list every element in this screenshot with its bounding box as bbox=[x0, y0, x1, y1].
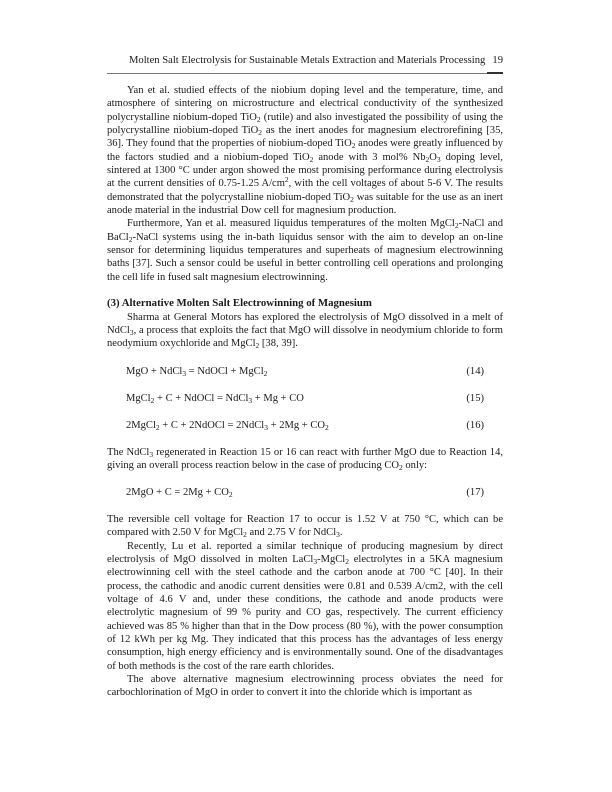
equation-expression: MgO + NdCl$_3$ = NdOCl + MgCl$_2$ bbox=[126, 365, 268, 378]
paragraph-yan-liquidus: Furthermore, Yan et al. measured liquidus temperatures of the molten MgCl$_2$-NaCl and BaCl$_2$-NaCl systems using the in-bath liquidus sensor with the aim to develop an on-line sensor for determining liquidus temperatures and superheats of magnesium electrowinning baths [37]. Such a sensor could be useful in better controlling cell operations and prolonging the cell life in fused salt magnesium electrowinning. bbox=[107, 218, 504, 283]
section-heading: (3) Alternative Molten Salt Electrowinning of Magnesium bbox=[107, 297, 372, 310]
paragraph-sharma: Sharma at General Motors has explored the electrolysis of MgO dissolved in a melt of NdCl$_3$, a process that exploits the fact that MgO will dissolve in neodymium chloride to form neodymium oxychloride and MgCl$_2$ [38, 39]. bbox=[107, 311, 503, 351]
equation-expression: MgCl$_2$ + C + NdOCl = NdCl$_3$ + Mg + CO bbox=[126, 392, 304, 405]
equation-number: (14) bbox=[466, 365, 484, 377]
paragraph-lu: Recently, Lu et al. reported a similar technique of producing magnesium by direct electrolysis of MgO dissolved in molten LaCl$_3$-MgCl$_2$ electrolytes in a 5KA magnesium electrowinning cell with the steel cathode and the carbon anode at 700 °C [40]. In their process, the cathodic and anodic current densities were 0.81 and 0.539 A/cm2, with the cell voltage of 4.6 V and, under these conditions, the cathode and anode products were electrolytic magnesium of 99 % purity and CO gas, respectively. The current efficiency achieved was 85 % higher than that in the Dow process (80 %), with the power consumption of 12 kWh per kg Mg. They indicated that this process has the advantages of less energy consumption, high energy efficiency and is environmentally sound. One of the disadvantages of both methods is the cost of the rare earth chlorides. bbox=[107, 540, 503, 672]
equation-number: (15) bbox=[466, 392, 484, 404]
paragraph-yan-anodes: Yan et al. studied effects of the niobium doping level and the temperature, time, and atmosphere of sintering on microstructure and electrical conductivity of the synthesized polycrystalline niobium-doped TiO$_2$ (rutile) and also investigated the possibility of using the polycrystalline niobium-doped TiO$_2$ as the inert anodes for magnesium electrorefining [35, 36]. They found that the properties of niobium-doped TiO$_2$ anodes were greatly influenced by the factors studied and a niobium-doped TiO$_2$ anode with 3 mol% $Nb_2O_3$ doping level, sintered at 1300 °C under argon showed the most promising performance during electrolysis at the current densities of 0.75-1.25 $A/cm^2$, with the cell voltages of about 5-6 V. The results demonstrated that the polycrystalline niobium-doped TiO$_2$ was suitable for the use as an inert anode material in the industrial Dow cell for magnesium production. bbox=[107, 85, 504, 217]
equation-15 bbox=[107, 392, 503, 405]
paragraph-reversible-voltage: The reversible cell voltage for Reaction 17 to occur is 1.52 V at 750 °C, which can be compared with 2.50 V for MgCl$_2$ and 2.75 V for NdCl$_3$. bbox=[107, 513, 503, 540]
equation-expression: 2MgCl$_2$ + C + 2NdOCl = 2NdCl$_3$ + $2Mg + CO_2$ bbox=[126, 420, 329, 433]
equation-expression: $2MgO + C = 2Mg + CO_2$ bbox=[126, 487, 233, 500]
running-title: Molten Salt Electrolysis for Sustainable Metals Extraction and Materials Processing bbox=[129, 55, 486, 66]
header-rule-accent bbox=[487, 72, 503, 74]
page-number: 19 bbox=[492, 55, 503, 66]
equation-14 bbox=[107, 365, 503, 378]
running-header bbox=[107, 55, 503, 71]
page-body bbox=[107, 84, 503, 700]
paragraph-ndcl3-regenerated: The NdCl$_3$ regenerated in Reaction 15 or 16 can react with further MgO due to Reaction 14, giving an overall process reaction below in the case of producing $CO_2$ only: bbox=[107, 446, 503, 473]
paragraph-alternative-process: The above alternative magnesium electrowinning process obviates the need for carbochlorination of MgO in order to convert it into the chloride which is important as bbox=[107, 673, 503, 699]
header-rule bbox=[107, 73, 503, 74]
equation-17 bbox=[107, 486, 503, 499]
equation-number: (17) bbox=[466, 487, 484, 499]
equation-16 bbox=[107, 419, 503, 432]
equation-number: (16) bbox=[466, 420, 484, 432]
